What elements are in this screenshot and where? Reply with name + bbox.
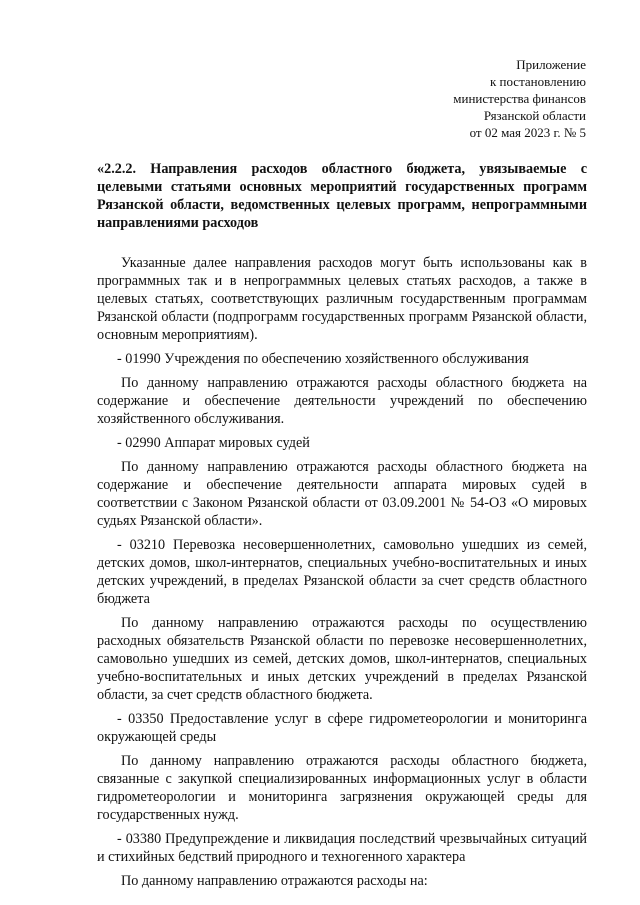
expense-item-03380: - 03380 Предупреждение и ликвидация последствий чрезвычайных ситуаций и стихийных бедствий природного и техногенного характера (97, 831, 587, 865)
expense-description: По данному направлению отражаются расходы областного бюджета на содержание и обеспечение деятельности аппарата мировых судей в соответствии с Законом Рязанской области от 03.09.2001 № 54-ОЗ «О мировых судьях Рязанской области». (97, 459, 587, 529)
header-line: Рязанской области (483, 108, 586, 123)
header-line: к постановлению (489, 74, 586, 89)
appendix-header (453, 56, 586, 141)
header-line: от 02 мая 2023 г. № 5 (469, 125, 586, 140)
expense-description: По данному направлению отражаются расходы областного бюджета, связанные с закупкой специализированных информационных услуг в области гидрометеорологии и мониторинга загрязнения окружающей среды для государственных нужд. (97, 753, 587, 823)
expense-item-02990: - 02990 Аппарат мировых судей (117, 435, 310, 451)
section-title: «2.2.2. Направления расходов областного бюджета, увязываемые с целевыми статьями основных мероприятий государственных программ Рязанской области, ведомственных целевых программ, непрограммными направлениями расходов (97, 161, 587, 231)
expense-item-01990: - 01990 Учреждения по обеспечению хозяйственного обслуживания (117, 351, 529, 367)
header-line: министерства финансов (453, 91, 586, 106)
header-line: Приложение (516, 57, 586, 72)
document-body (97, 254, 587, 896)
expense-item-03210: - 03210 Перевозка несовершеннолетних, самовольно ушедших из семей, детских домов, школ-интернатов, специальных учебно-воспитательных и иных детских учреждений, в пределах Рязанской области за счет средств областного бюджета (97, 537, 587, 607)
expense-description: По данному направлению отражаются расходы на: (121, 873, 428, 889)
expense-item-03350: - 03350 Предоставление услуг в сфере гидрометеорологии и мониторинга окружающей среды (97, 711, 587, 745)
expense-description: По данному направлению отражаются расходы областного бюджета на содержание и обеспечение деятельности учреждений по обеспечению хозяйственного обслуживания. (97, 375, 587, 427)
intro-paragraph: Указанные далее направления расходов могут быть использованы как в программных так и в непрограммных целевых статьях расходов, а также в целевых статьях, соответствующих различным государственным программам Рязанской области (подпрограмм государственных программ Рязанской области, основным мероприятиям). (97, 255, 587, 343)
expense-description: По данному направлению отражаются расходы по осуществлению расходных обязательств Рязанской области по перевозке несовершеннолетних, самовольно ушедших из семей, детских домов, школ-интернатов, специальных учебно-воспитательных и иных детских учреждений в пределах Рязанской области, за счет средств областного бюджета. (97, 615, 587, 703)
